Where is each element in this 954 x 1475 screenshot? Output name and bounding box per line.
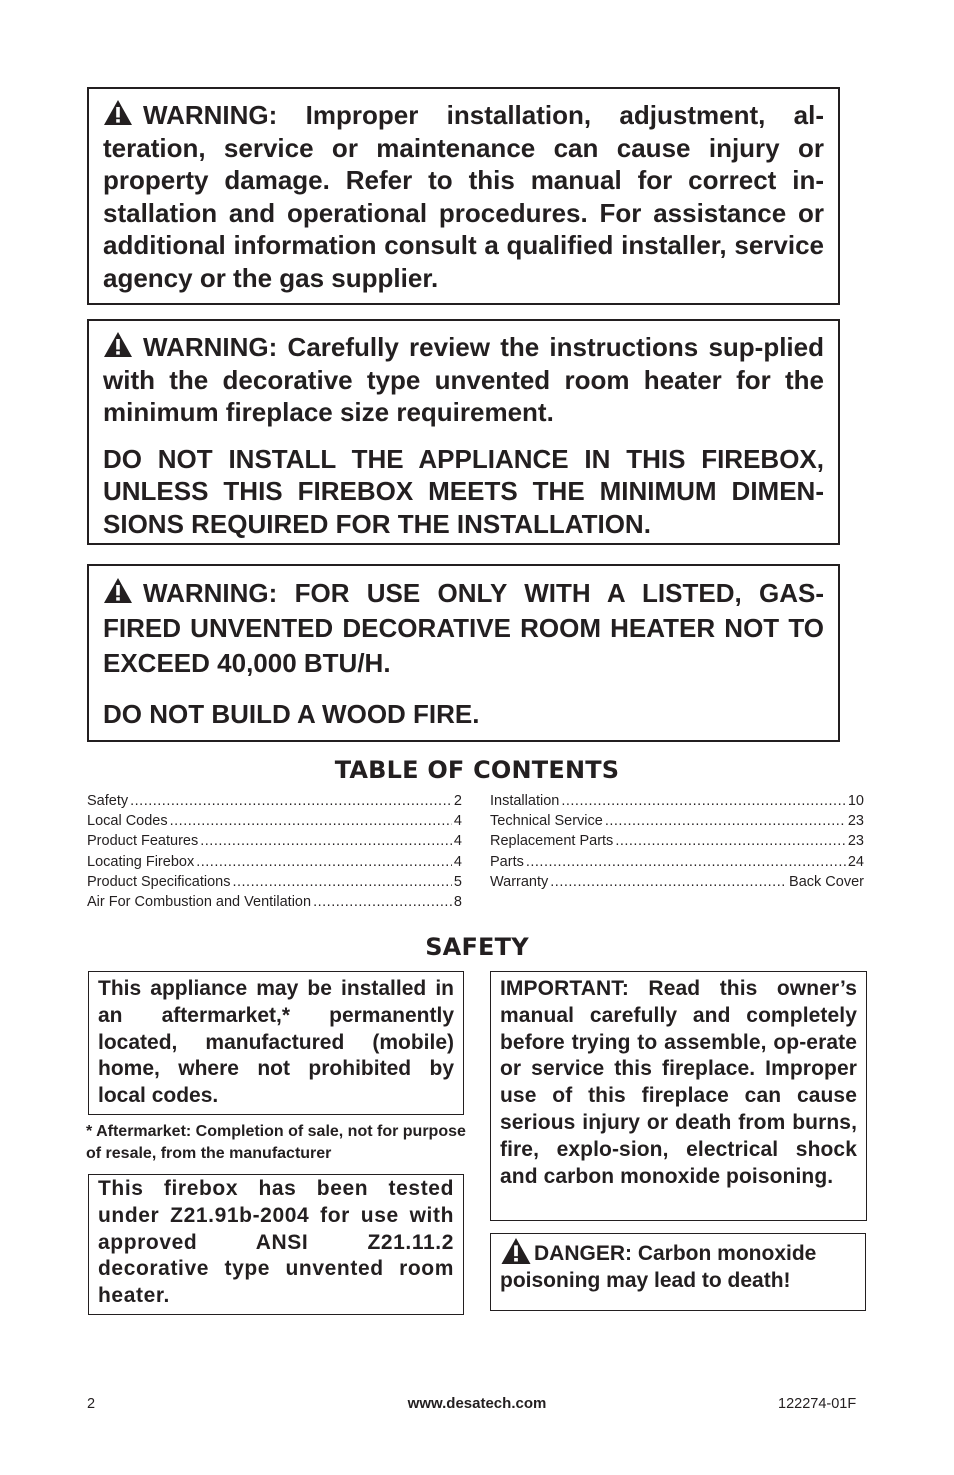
important-notice-text: IMPORTANT: Read this owner’s manual carefully and completely before trying to assemble, op-erate or service this fireplace. Improper use of this fireplace can cause serious injury or death from burns, fire, explo-sion, electrical shock and carbon monoxide poisoning. [500, 977, 857, 1188]
toc-entry[interactable] [87, 852, 462, 872]
warning-triangle-icon [103, 577, 133, 604]
warning-triangle-icon [103, 331, 133, 358]
toc-title: TABLE OF CONTENTS [334, 756, 620, 784]
warning-box-installation [87, 87, 840, 305]
toc-entry-label: Safety [87, 793, 129, 809]
toc-entry-page: 24 [847, 853, 864, 870]
toc-entry-page: 5 [453, 873, 462, 890]
warning-caps-text: DO NOT INSTALL THE APPLIANCE IN THIS FIREBOX, UNLESS THIS FIREBOX MEETS THE MINIMUM DIMEN-SIONS REQUIRED FOR THE INSTALLATION. [103, 443, 824, 539]
toc-entry-label: Air For Combustion and Ventilation [87, 894, 312, 911]
toc-entry-page: 4 [453, 853, 462, 870]
toc-entry[interactable] [87, 872, 462, 892]
toc-entry-label: Product Specifications [87, 873, 231, 890]
aftermarket-notice-box [88, 971, 464, 1115]
toc-entry[interactable] [87, 791, 462, 811]
toc-entry-page: 23 [847, 813, 864, 830]
tested-notice-text: This firebox has been tested under Z21.91b-2004 for use with approved ANSI Z21.11.2 decorative type unvented room heater. [98, 1177, 454, 1308]
warning-text: WARNING: Carefully review the instructions sup-plied with the decorative type unvented room heater for the minimum fireplace size requirement. [103, 332, 824, 427]
toc-entry[interactable] [490, 852, 864, 872]
warning-box-listed-heater [87, 564, 840, 742]
danger-notice-box [490, 1233, 866, 1311]
toc-entry-label: Installation [490, 793, 560, 809]
warning-caps-text: DO NOT BUILD A WOOD FIRE. [103, 699, 480, 729]
warning-box-fireplace-size [87, 319, 840, 545]
toc-entry[interactable] [490, 811, 864, 831]
website-link[interactable]: www.desatech.com [407, 1395, 547, 1412]
toc-entry[interactable] [490, 872, 864, 892]
toc-entry-label: Local Codes [87, 813, 168, 830]
toc-entry-label: Technical Service [490, 813, 603, 830]
document-id: 122274-01F [778, 1396, 857, 1412]
toc-entry-page: 23 [847, 833, 864, 850]
safety-title: SAFETY [425, 933, 529, 961]
toc-entry-label: Locating Firebox [87, 853, 195, 870]
toc-entry-page: 8 [453, 894, 462, 911]
toc-entry-label: Parts [490, 853, 524, 870]
toc-entry-page: 2 [453, 793, 462, 809]
danger-notice-text: DANGER: Carbon monoxide poisoning may lead to death! [500, 1242, 817, 1292]
toc-entry[interactable] [87, 811, 462, 831]
warning-triangle-icon [103, 99, 133, 126]
toc-entry[interactable] [87, 831, 462, 851]
important-notice-box [490, 971, 867, 1221]
aftermarket-notice-text: This appliance may be installed in an aftermarket,* permanently located, manufactured (mobile) home, where not prohibited by local codes. [98, 977, 454, 1108]
toc-entry-page: 10 [847, 793, 864, 809]
warning-triangle-icon [500, 1237, 532, 1265]
warning-text: WARNING: FOR USE ONLY WITH A LISTED, GAS-FIRED UNVENTED DECORATIVE ROOM HEATER NOT TO EXCEED 40,000 BTU/H. [103, 578, 824, 678]
toc-entry[interactable] [490, 791, 864, 811]
aftermarket-footnote: * Aftermarket: Completion of sale, not for purpose of resale, from the manufacturer [86, 1123, 466, 1162]
toc-entry[interactable] [490, 831, 864, 851]
toc-right-column [490, 791, 864, 892]
page-number: 2 [87, 1396, 96, 1412]
toc-left-column [87, 791, 462, 912]
toc-entry-label: Product Features [87, 833, 199, 850]
toc-entry-page: Back Cover [789, 873, 864, 890]
tested-notice-box [88, 1174, 464, 1315]
toc-entry-label: Warranty [490, 873, 549, 890]
toc-entry-label: Replacement Parts [490, 833, 614, 850]
warning-text: WARNING: Improper installation, adjustment, al-teration, service or maintenance can cause injury or property damage. Refer to this manual for correct in-stallation and operational procedures. For assistance or additional information consult a qualified installer, service agency or the gas supplier. [103, 100, 824, 293]
toc-entry[interactable] [87, 892, 462, 912]
toc-entry-page: 4 [453, 813, 462, 830]
toc-entry-page: 4 [453, 833, 462, 850]
